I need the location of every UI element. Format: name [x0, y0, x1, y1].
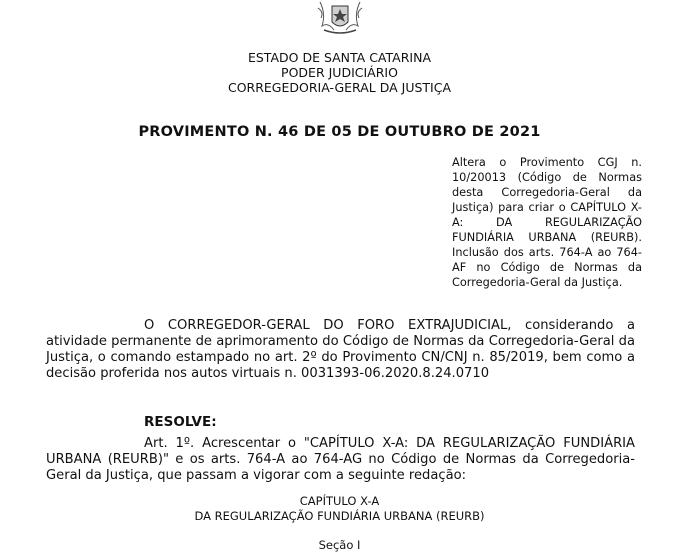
header-office: CORREGEDORIA-GERAL DA JUSTIÇA — [227, 80, 452, 95]
header-state: ESTADO DE SANTA CATARINA — [247, 50, 432, 65]
document-title: PROVIMENTO N. 46 DE 05 DE OUTUBRO DE 2021 — [138, 124, 541, 140]
section-heading: Seção I — [318, 538, 361, 552]
chapter-heading — [0, 494, 679, 524]
preamble-paragraph: O CORREGEDOR-GERAL DO FORO EXTRAJUDICIAL, considerando a atividade permanente de aprimoramento do Código de Normas da Corregedoria-Geral da Justiça, o comando estampado no art. 2º do Provimento CN/CNJ n. 85/2019, bem como a decisão proferida nos autos virtuais n. 0031393-06.2020.8.24.0710 — [46, 318, 635, 381]
institution-header — [0, 50, 679, 95]
article-1-paragraph: Art. 1º. Acrescentar o "CAPÍTULO X-A: DA REGULARIZAÇÃO FUNDIÁRIA URBANA (REURB)" e os arts. 764-A ao 764-AG no Código de Normas da Corregedoria-Geral da Justiça, que passam a vigorar com a seguinte redação: — [46, 436, 635, 483]
resolve-heading: RESOLVE: — [144, 414, 217, 430]
coat-of-arms-seal — [312, 0, 368, 36]
chapter-number: CAPÍTULO X-A — [299, 494, 380, 508]
chapter-title: DA REGULARIZAÇÃO FUNDIÁRIA URBANA (REURB) — [194, 509, 485, 523]
ementa-summary: Altera o Provimento CGJ n. 10/20013 (Código de Normas desta Corregedoria-Geral da Justiça) para criar o CAPÍTULO X-A: DA REGULARIZAÇÃO FUNDIÁRIA URBANA (REURB). Inclusão dos arts. 764-A ao 764-AF no Código de Normas da Corregedoria-Geral da Justiça. — [452, 156, 642, 289]
header-power: PODER JUDICIÁRIO — [281, 65, 398, 80]
